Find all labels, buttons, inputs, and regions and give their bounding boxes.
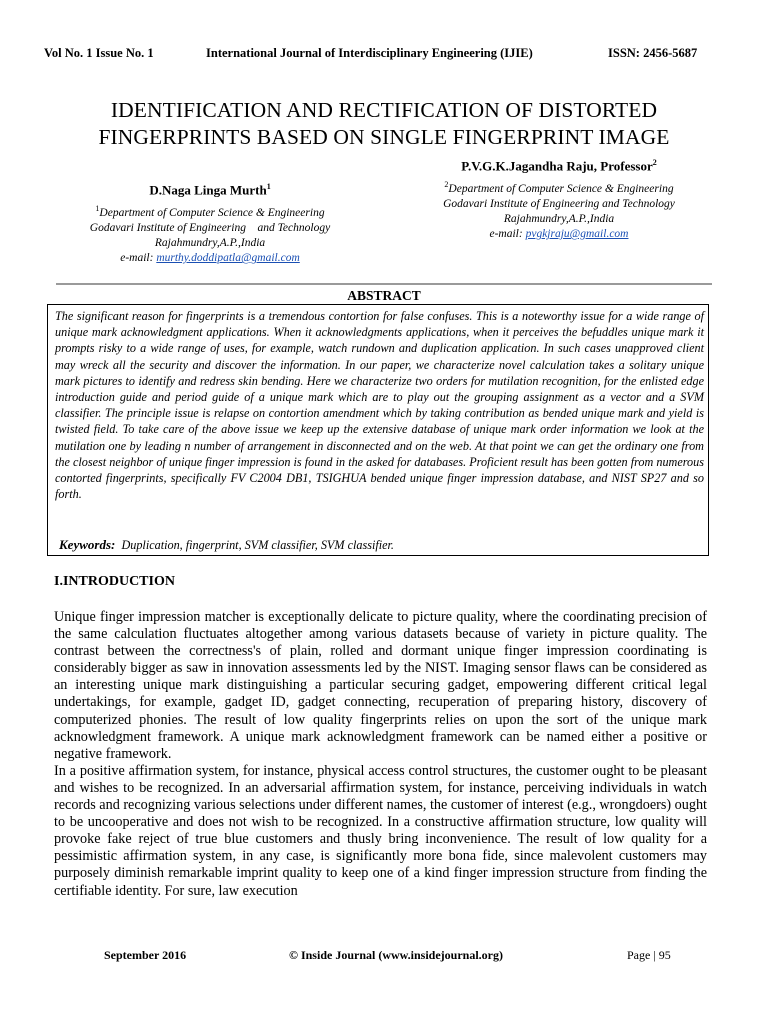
intro-paragraph-1: Unique finger impression matcher is exceptionally delicate to picture quality, where the coordinating precision of the same calculation fluctuates altogether among various datasets because of variety in picture quality. The contrast between the correctness's of plain, rolled and dormant unique finger impression coordinating is considerably bigger as saw in innovation assessments led by the NIST. Imaging sensor flaws can be considered as an interesting unique mark distinguishing a particular securing gadget, empowering different critical legal undertakings, for example, gadget ID, gadget connecting, recuperation of preparing history, discovery of computerized phonies. The result of low quality fingerprints relies on upon the sort of the unique mark acknowledgment framework. A unique mark acknowledgment framework can be named either a positive or negative framework.	[54, 609, 707, 762]
author-2-email-link[interactable]: pvgkjraju@gmail.com	[525, 228, 629, 241]
section-heading: I.INTRODUCTION	[54, 574, 175, 589]
intro-paragraph-2: In a positive affirmation system, for instance, physical access control structures, the customer ought to be pleasant and wishes to be recognized. In an adversarial affirmation system, for instance, perceiving individuals in watch records and recognizing various selections under different names, the customer of interest (e.g., wrongdoers) ought to be uncooperative and does not wish to be recognized. In a constructive affirmation structure, low quality will provoke fake reject of true blue customers and thusly bring inconvenience. The result of low quality for a pessimistic affirmation system, in any case, is significantly more bona fide, since malevolent customers may purposely diminish remarkable imprint quality to keep one of a kind finger impression structure from finding the certifiable identity. For sure, law execution	[54, 762, 707, 899]
author-2-sup: 2	[652, 158, 657, 167]
abstract-box	[47, 304, 709, 556]
footer-publisher: © Inside Journal (www.insidejournal.org)	[289, 948, 503, 962]
author-1-dept: $^1$Department of Computer Science & Engineering	[95, 204, 325, 220]
author-2-email: e-mail: pvgkjraju@gmail.com	[489, 228, 629, 241]
author-block-1	[40, 178, 380, 266]
author-1-location: Rajahmundry,A.P.,India	[154, 237, 266, 250]
running-header-issn: ISSN: 2456-5687	[608, 46, 698, 60]
author-2-dept: $^2$Department of Computer Science & Engineering	[444, 180, 674, 196]
author-1-institute: Godavari Institute of Engineering and Technology	[89, 222, 331, 235]
author-1-name: D.Naga Linga Murth$^1$	[149, 182, 271, 198]
header-divider	[56, 283, 712, 285]
paper-title-line-2: FINGERPRINTS BASED ON SINGLE FINGERPRINT IMAGE	[98, 125, 670, 149]
abstract-heading: ABSTRACT	[347, 288, 421, 303]
author-2-location: Rajahmundry,A.P.,India	[503, 213, 615, 226]
footer-page-number: Page | 95	[627, 948, 671, 962]
author-2-name: P.V.G.K.Jagandha Raju, Professor$^2$	[461, 158, 657, 174]
author-1-email-link[interactable]: murthy.doddipatla@gmail.com	[156, 252, 300, 265]
keywords-label: Keywords:	[59, 537, 116, 552]
keywords-text: Duplication, fingerprint, SVM classifier, SVM classifier.	[121, 538, 394, 552]
abstract-text: The significant reason for fingerprints is a tremendous contortion for false confuses. This is a noteworthy issue for a wide range of unique mark acknowledgment applications. When it acknowledgments applications, when it perceives the befuddles unique mark it prompts risky to a wide range of uses, for example, watch rundown and duplication application. In such cases unapproved client may wreck all the security and discover the information. In our paper, we characterize novel calculation takes a solitary unique mark pictures to identify and redress skin bending. Here we characterize two orders for mutilation recognition, for the enlisted edge introduction guide and period guide of a unique mark which are to play out the grouping assignment as a vector and a SVM classifier. The principle issue is relapse on contortion amendment which by taking contribution as bended unique mark and yield is twisted field. To take care of the above issue we keep up the extensive database of unique mark order information we look at the mutilation one by leading n number of arrangement in disconnected and on the web. At that point we can get the ordinary one from the closest neighbor of unique finger impression is found in the asked for databases. Proficient result has been gotten from numerous contorted fingerprints, specifically FV C2004 DB1, TSIGHUA bended unique finger impression database, and NIST SP27 and so forth.	[55, 309, 704, 502]
author-1-sup: 1	[266, 182, 271, 191]
author-2-institute: Godavari Institute of Engineering and Technology	[443, 198, 675, 211]
introduction-body	[54, 609, 707, 900]
keywords-line	[59, 537, 394, 553]
paper-title	[0, 97, 768, 151]
paper-title-line-1: IDENTIFICATION AND RECTIFICATION OF DISTORTED	[110, 98, 658, 122]
author-block-2	[390, 154, 728, 242]
footer-date: September 2016	[104, 948, 187, 962]
running-header-journal: International Journal of Interdisciplinary Engineering (IJIE)	[206, 46, 533, 60]
running-header-volume: Vol No. 1 Issue No. 1	[44, 46, 154, 60]
author-1-email: e-mail: murthy.doddipatla@gmail.com	[120, 252, 300, 265]
